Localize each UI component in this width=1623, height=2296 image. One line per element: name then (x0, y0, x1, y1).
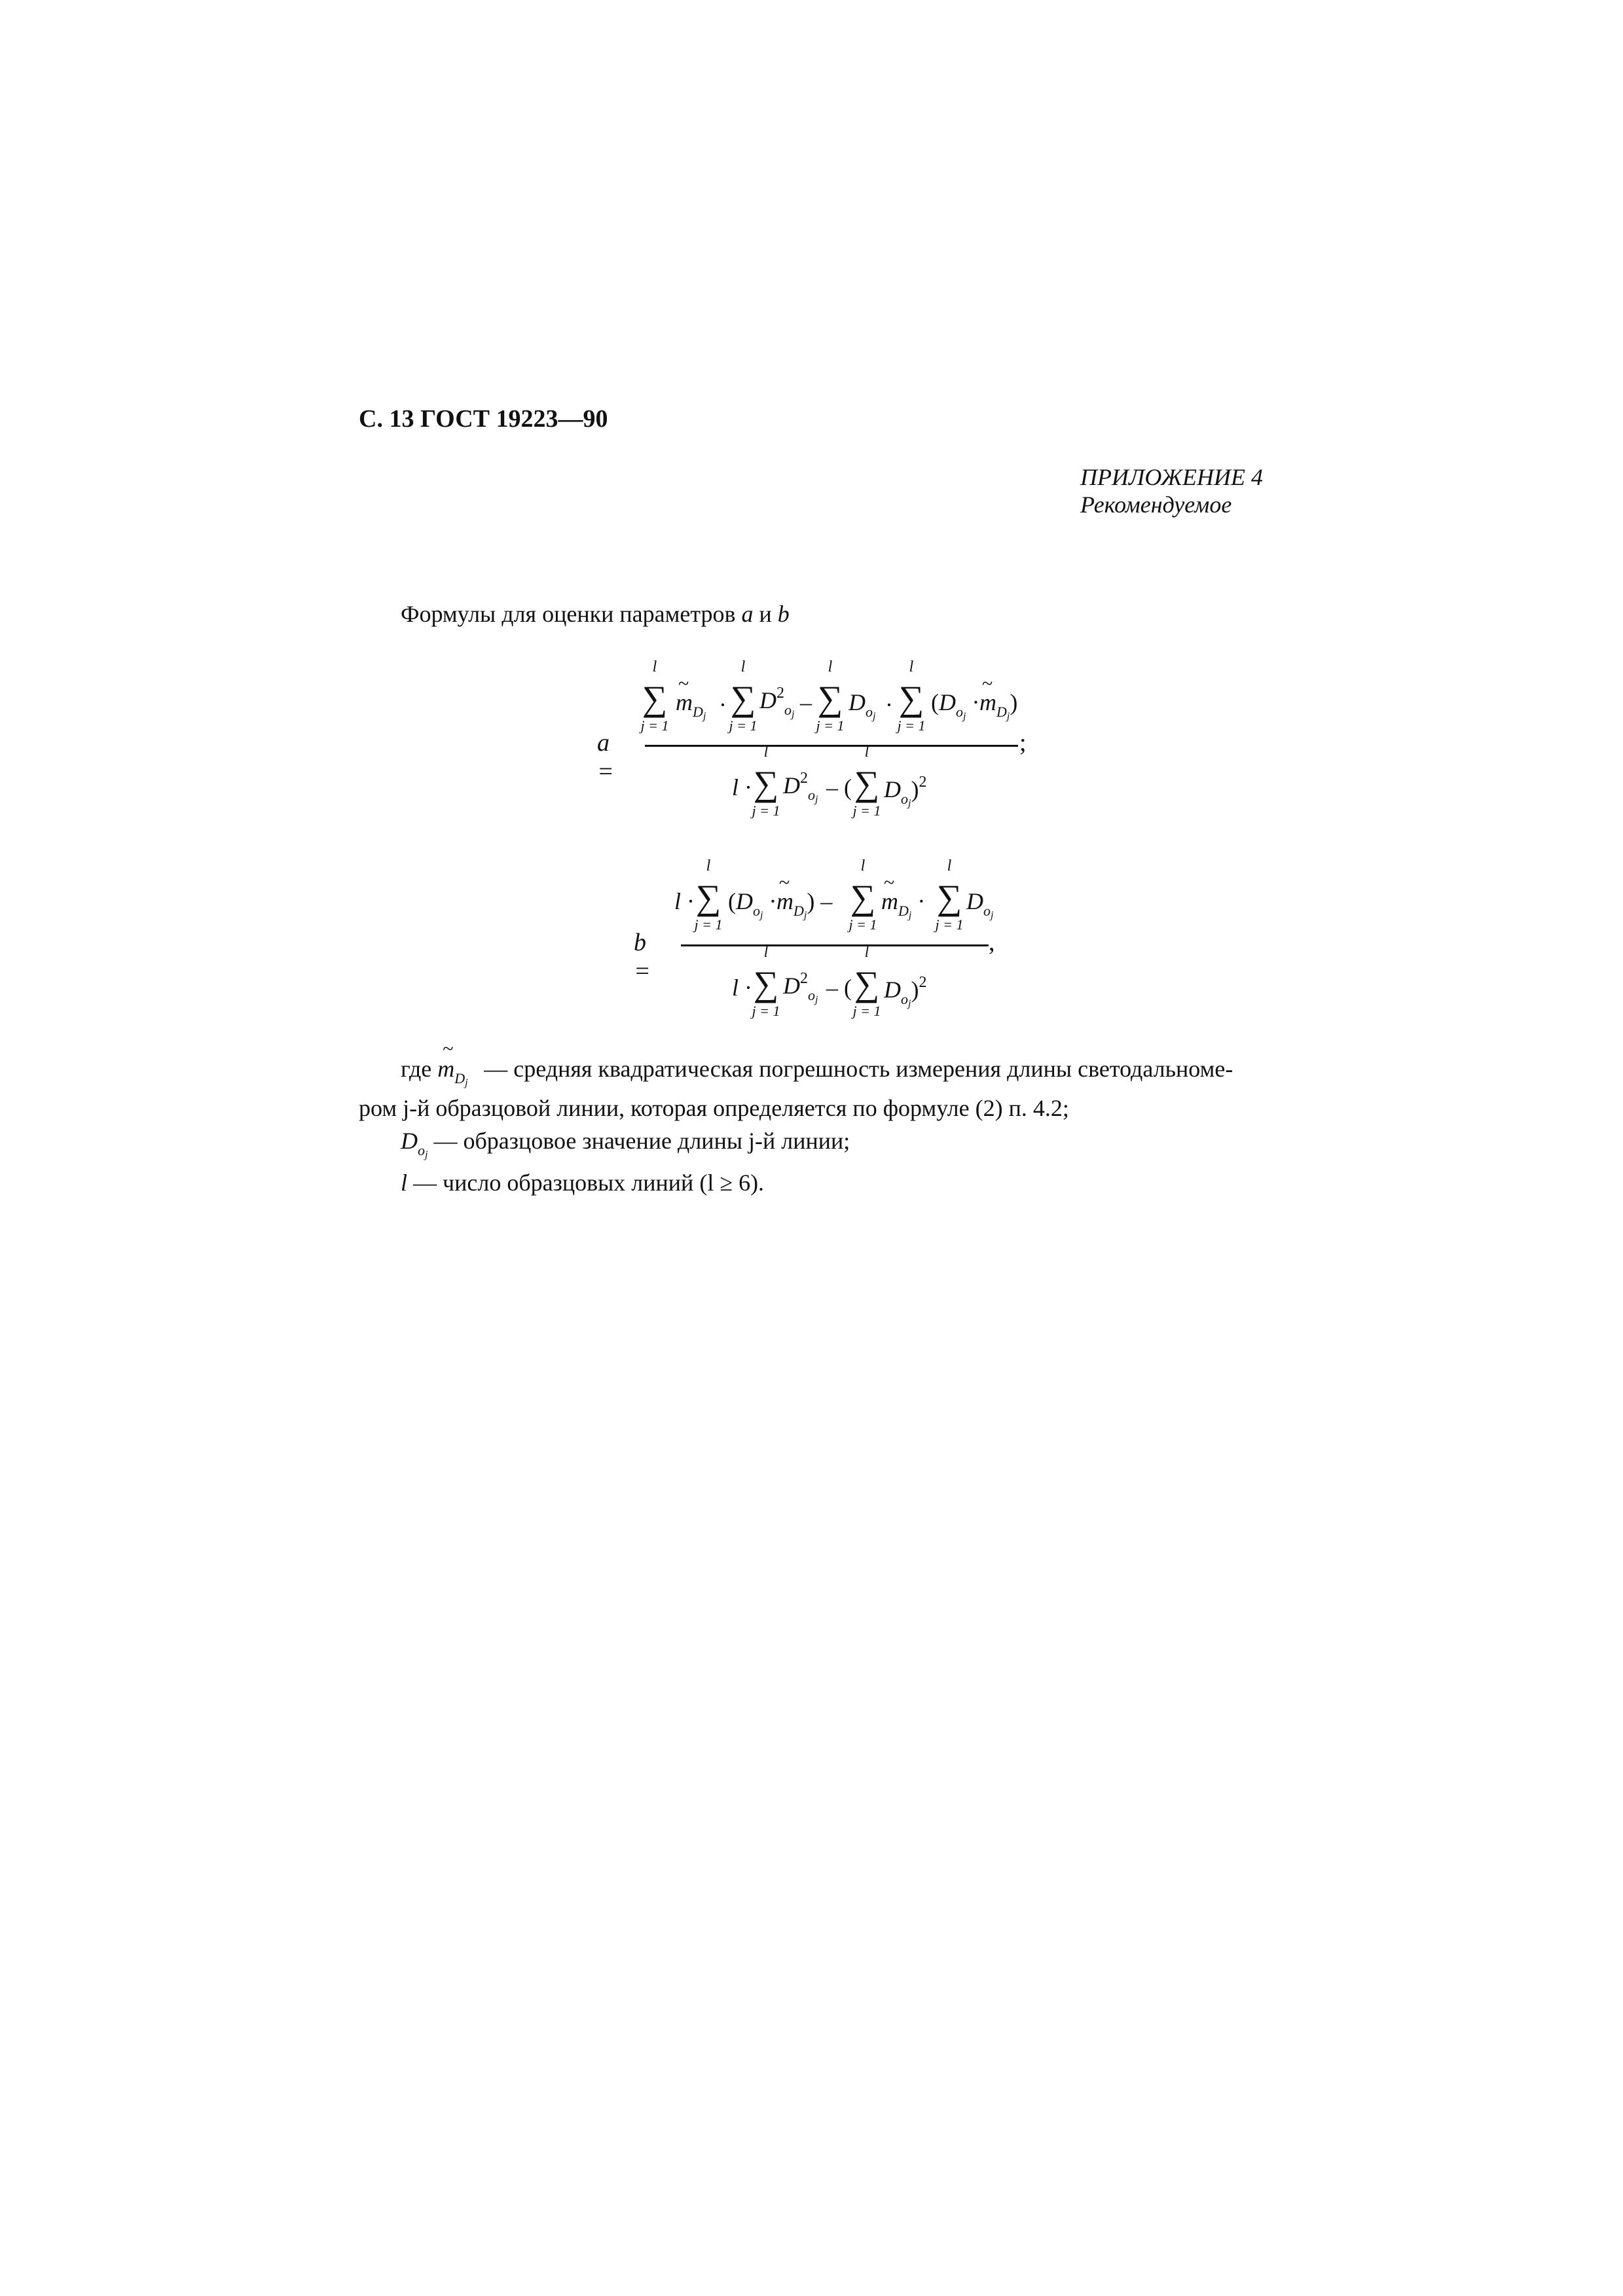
tilde-mark: ~ (884, 872, 895, 893)
definition-m-text: — средняя квадратическая погрешность измерения длины светодальноме- (484, 1056, 1233, 1082)
sum-symbol: l ∑ j = 1 (729, 658, 757, 734)
operator-minus: – (800, 689, 812, 715)
page-header: С. 13 ГОСТ 19223—90 (359, 405, 608, 433)
sum-symbol: l ∑ j = 1 (935, 857, 964, 933)
sum-symbol: l ∑ j = 1 (640, 658, 669, 734)
operator-dot: · (719, 692, 727, 718)
tilde-mark: ~ (779, 872, 790, 893)
definition-m-continued: ром j-й образцовой линии, которая определяется по формуле (2) п. 4.2; (359, 1095, 1069, 1121)
sum-symbol: l ∑ j = 1 (752, 744, 780, 819)
appendix-title: ПРИЛОЖЕНИЕ 4 (1080, 464, 1263, 490)
formula-b-fraction-bar (681, 944, 989, 946)
intro-phrase: Формулы для оценки параметров (401, 601, 736, 627)
operator-dot: · (885, 692, 893, 718)
definition-l (401, 1169, 764, 1196)
definition-d-text: — образцовое значение длины j-й линии; (433, 1128, 850, 1154)
intro-var-a: a (741, 601, 754, 627)
definition-m: где ~ $m_{Dj}$ — средняя квадратическая погрешность измерения длины светодальноме- (401, 1038, 1233, 1088)
term-m: $m_{Dj}$ (676, 689, 706, 722)
term-d-squared: $D^2_{oj}$ (783, 970, 818, 1005)
intro-conj: и (759, 601, 772, 627)
formula-b-label: b = (634, 929, 651, 985)
sum-symbol: l ∑ j = 1 (694, 857, 723, 933)
definition-l-text: — число образцовых линий (l ≥ 6). (413, 1170, 765, 1196)
sum-symbol: l ∑ j = 1 (752, 944, 780, 1019)
formula-a-end: ; (1019, 729, 1027, 757)
term-d-paren-squared: $D_{oj})^2$ (884, 774, 927, 809)
sum-symbol: l ∑ j = 1 (816, 658, 845, 734)
term-d: $D_{oj}$ (966, 888, 994, 921)
symbol-d: $D_{oj}$ (401, 1128, 428, 1160)
sum-symbol: l ∑ j = 1 (852, 944, 881, 1019)
formula-a-label: a = (597, 729, 614, 785)
symbol-m-tilde: ~ $m_{Dj}$ (437, 1038, 468, 1088)
tilde-mark: ~ (678, 673, 689, 694)
term-product: ($D_{oj}$ · (931, 689, 980, 722)
term-d-squared: $D^2_{oj}$ (759, 685, 795, 720)
formula-b-end: , (989, 929, 995, 956)
term-m-paren: $m_{Dj}$) – (776, 888, 833, 921)
operator-minus: – ( (826, 975, 852, 1001)
intro-var-b: b (777, 601, 790, 627)
term-d-squared: $D^2_{oj}$ (783, 770, 818, 805)
symbol-l: l (401, 1170, 408, 1196)
tilde-mark: ~ (982, 673, 993, 694)
term-l: l · (674, 888, 695, 914)
sum-symbol: l ∑ j = 1 (848, 857, 877, 933)
term-product: ($D_{oj}$ · (728, 888, 777, 921)
definition-d (401, 1127, 850, 1161)
term-l: l · (732, 975, 753, 1001)
term-m-paren: $m_{Dj}$) (979, 689, 1018, 722)
term-d: $D_{oj}$ (848, 689, 876, 722)
operator-minus: – ( (826, 774, 852, 800)
term-d-paren-squared: $D_{oj})^2$ (884, 974, 927, 1009)
intro-text (401, 600, 790, 628)
appendix-block (1080, 463, 1263, 518)
appendix-subtitle: Рекомендуемое (1080, 492, 1232, 518)
formula-a-fraction-bar (645, 745, 1018, 747)
sum-symbol: l ∑ j = 1 (897, 658, 926, 734)
term-m: $m_{Dj}$ · (881, 888, 926, 921)
term-l: l · (732, 774, 753, 800)
sum-symbol: l ∑ j = 1 (852, 744, 881, 819)
